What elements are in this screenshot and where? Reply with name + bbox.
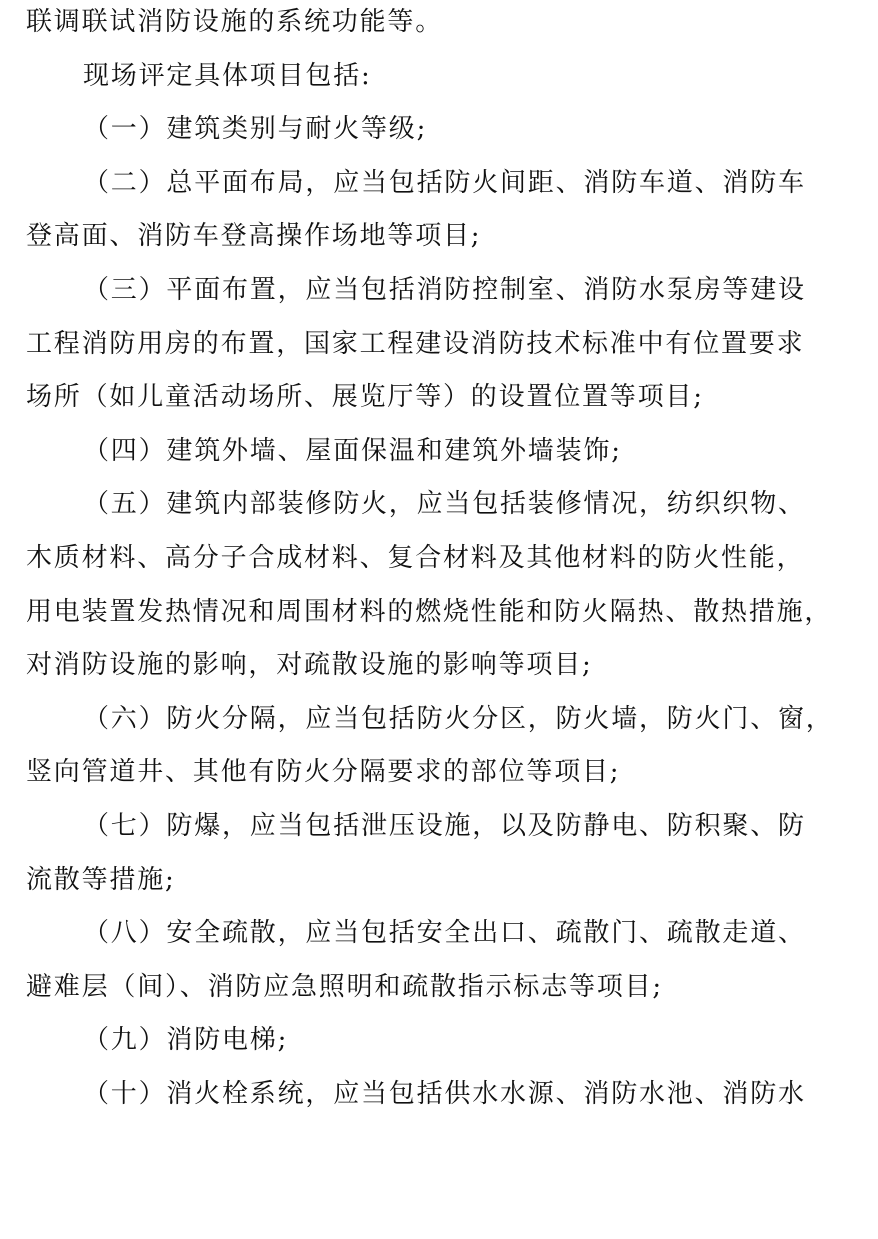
text-line-item-6-cont: 竖向管道井、其他有防火分隔要求的部位等项目; [26, 757, 621, 788]
text-line-item-7: （七）防爆，应当包括泄压设施，以及防静电、防积聚、防 [83, 810, 806, 841]
text-line-item-4: （四）建筑外墙、屋面保温和建筑外墙装饰; [83, 435, 622, 466]
text-line-item-8-cont: 避难层（间）、消防应急照明和疏散指示标志等项目; [26, 971, 663, 1002]
text-line-item-10: （十）消火栓系统，应当包括供水水源、消防水池、消防水 [83, 1078, 806, 1109]
text-line-item-2: （二）总平面布局，应当包括防火间距、消防车道、消防车 [83, 167, 806, 198]
text-line-item-7-cont: 流散等措施; [26, 864, 176, 895]
text-line-item-3: （三）平面布置，应当包括消防控制室、消防水泵房等建设 [83, 274, 806, 305]
text-line-item-5-cont-3: 对消防设施的影响，对疏散设施的影响等项目; [26, 650, 593, 681]
text-line-item-6: （六）防火分隔，应当包括防火分区，防火墙，防火门、窗， [83, 703, 834, 734]
text-line-item-2-cont: 登高面、消防车登高操作场地等项目; [26, 221, 482, 252]
text-line-item-3-cont-2: 场所（如儿童活动场所、展览厅等）的设置位置等项目; [26, 382, 704, 413]
document-page [26, 0, 856, 1121]
text-line-item-1: （一）建筑类别与耐火等级; [83, 114, 428, 145]
text-line-continuation: 联调联试消防设施的系统功能等。 [26, 7, 444, 37]
text-line-item-3-cont-1: 工程消防用房的布置，国家工程建设消防技术标准中有位置要求 [26, 328, 805, 359]
text-line-item-5: （五）建筑内部装修防火，应当包括装修情况，纺织织物、 [83, 489, 806, 520]
text-line-item-5-cont-2: 用电装置发热情况和周围材料的燃烧性能和防火隔热、散热措施， [26, 596, 833, 627]
text-line-item-5-cont-1: 木质材料、高分子合成材料、复合材料及其他材料的防火性能， [26, 542, 805, 573]
text-line-intro: 现场评定具体项目包括: [83, 60, 372, 91]
text-line-item-8: （八）安全疏散，应当包括安全出口、疏散门、疏散走道、 [83, 918, 806, 949]
text-line-item-9: （九）消防电梯; [83, 1025, 289, 1056]
